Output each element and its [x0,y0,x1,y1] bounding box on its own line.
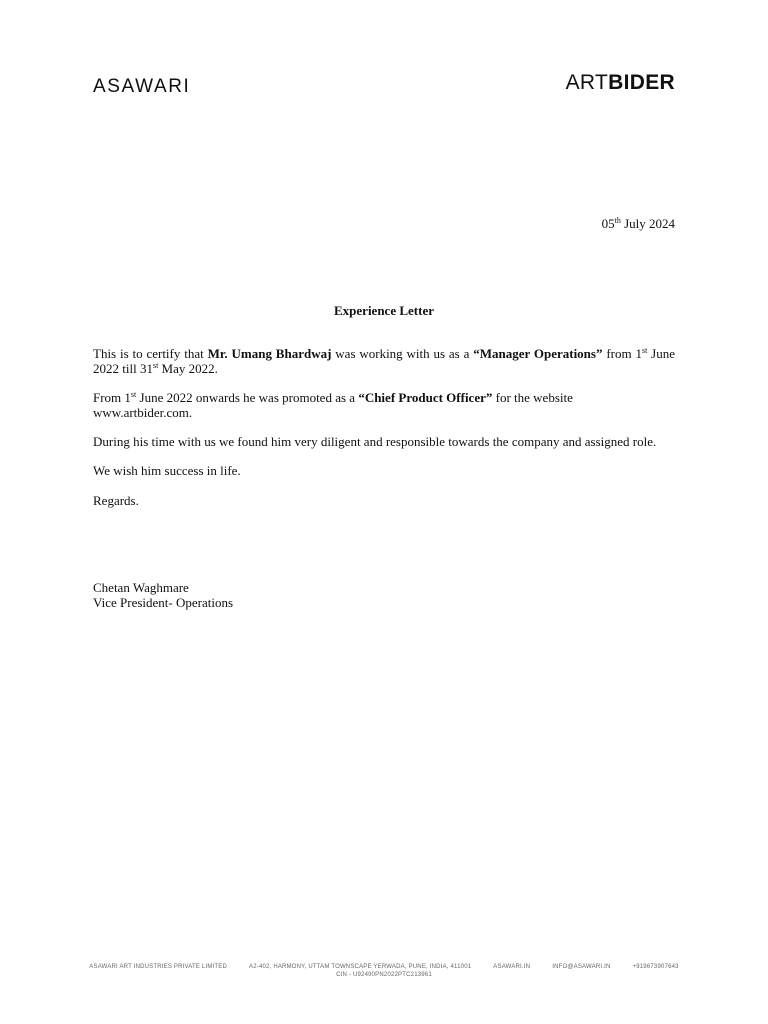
p2-text-1: From 1 [93,390,131,405]
artbider-logo-light: ART [565,71,609,94]
p2-text-2: June 2022 onwards he was promoted as a [136,390,359,405]
footer-row [0,964,768,970]
role-chief-product-officer: “Chief Product Officer” [358,390,493,405]
p1-text-4: June 2022 till 31 [93,346,675,376]
footer-company: ASAWARI ART INDUSTRIES PRIVATE LIMITED [89,964,228,970]
date-month-year: July 2024 [620,216,675,231]
role-manager-operations: “Manager Operations” [473,346,603,361]
p1-sup-1: st [641,346,648,355]
p1-text-2: was working with us as a [331,346,474,361]
letter-title: Experience Letter [334,303,434,318]
signer-block [93,580,233,610]
footer-email: INFO@ASAWARI.IN [552,964,611,970]
p1-text-5: May 2022. [158,361,218,376]
footer-address: A2-402, HARMONY, UTTAM TOWNSCAPE YERWADA, PUNE, INDIA, 411001 [249,964,472,970]
footer-website: ASAWARI.IN [493,964,531,970]
signer-name: Chetan Waghmare [93,580,189,595]
asawari-logo: ASAWARI [93,76,191,97]
paragraph-conduct: During his time with us we found him very diligent and responsible towards the company and assigned role. [93,434,657,449]
paragraph-wishes: We wish him success in life. [93,463,241,478]
p1-text-1: This is to certify that [93,346,208,361]
letter-date [602,216,675,232]
footer-phone: +919673907643 [632,964,679,970]
p1-sup-2: st [152,361,159,370]
letter-body [93,346,675,492]
p2-text-3: for the website www.artbider.com. [93,390,573,420]
paragraph-certification [93,346,675,376]
regards: Regards. [93,493,139,508]
artbider-logo-bold: BIDER [608,71,675,94]
letter-footer [0,964,768,978]
employee-name: Mr. Umang Bhardwaj [207,346,332,361]
date-day-suffix: th [614,216,621,225]
date-day: 05 [601,216,615,231]
signer-title: Vice President- Operations [93,595,234,610]
footer-cin: CIN - U92490PN2022PTC213961 [336,972,432,978]
p2-sup-1: st [130,390,137,399]
p1-text-3: from 1 [602,346,642,361]
paragraph-promotion [93,390,675,420]
artbider-logo [566,72,675,93]
